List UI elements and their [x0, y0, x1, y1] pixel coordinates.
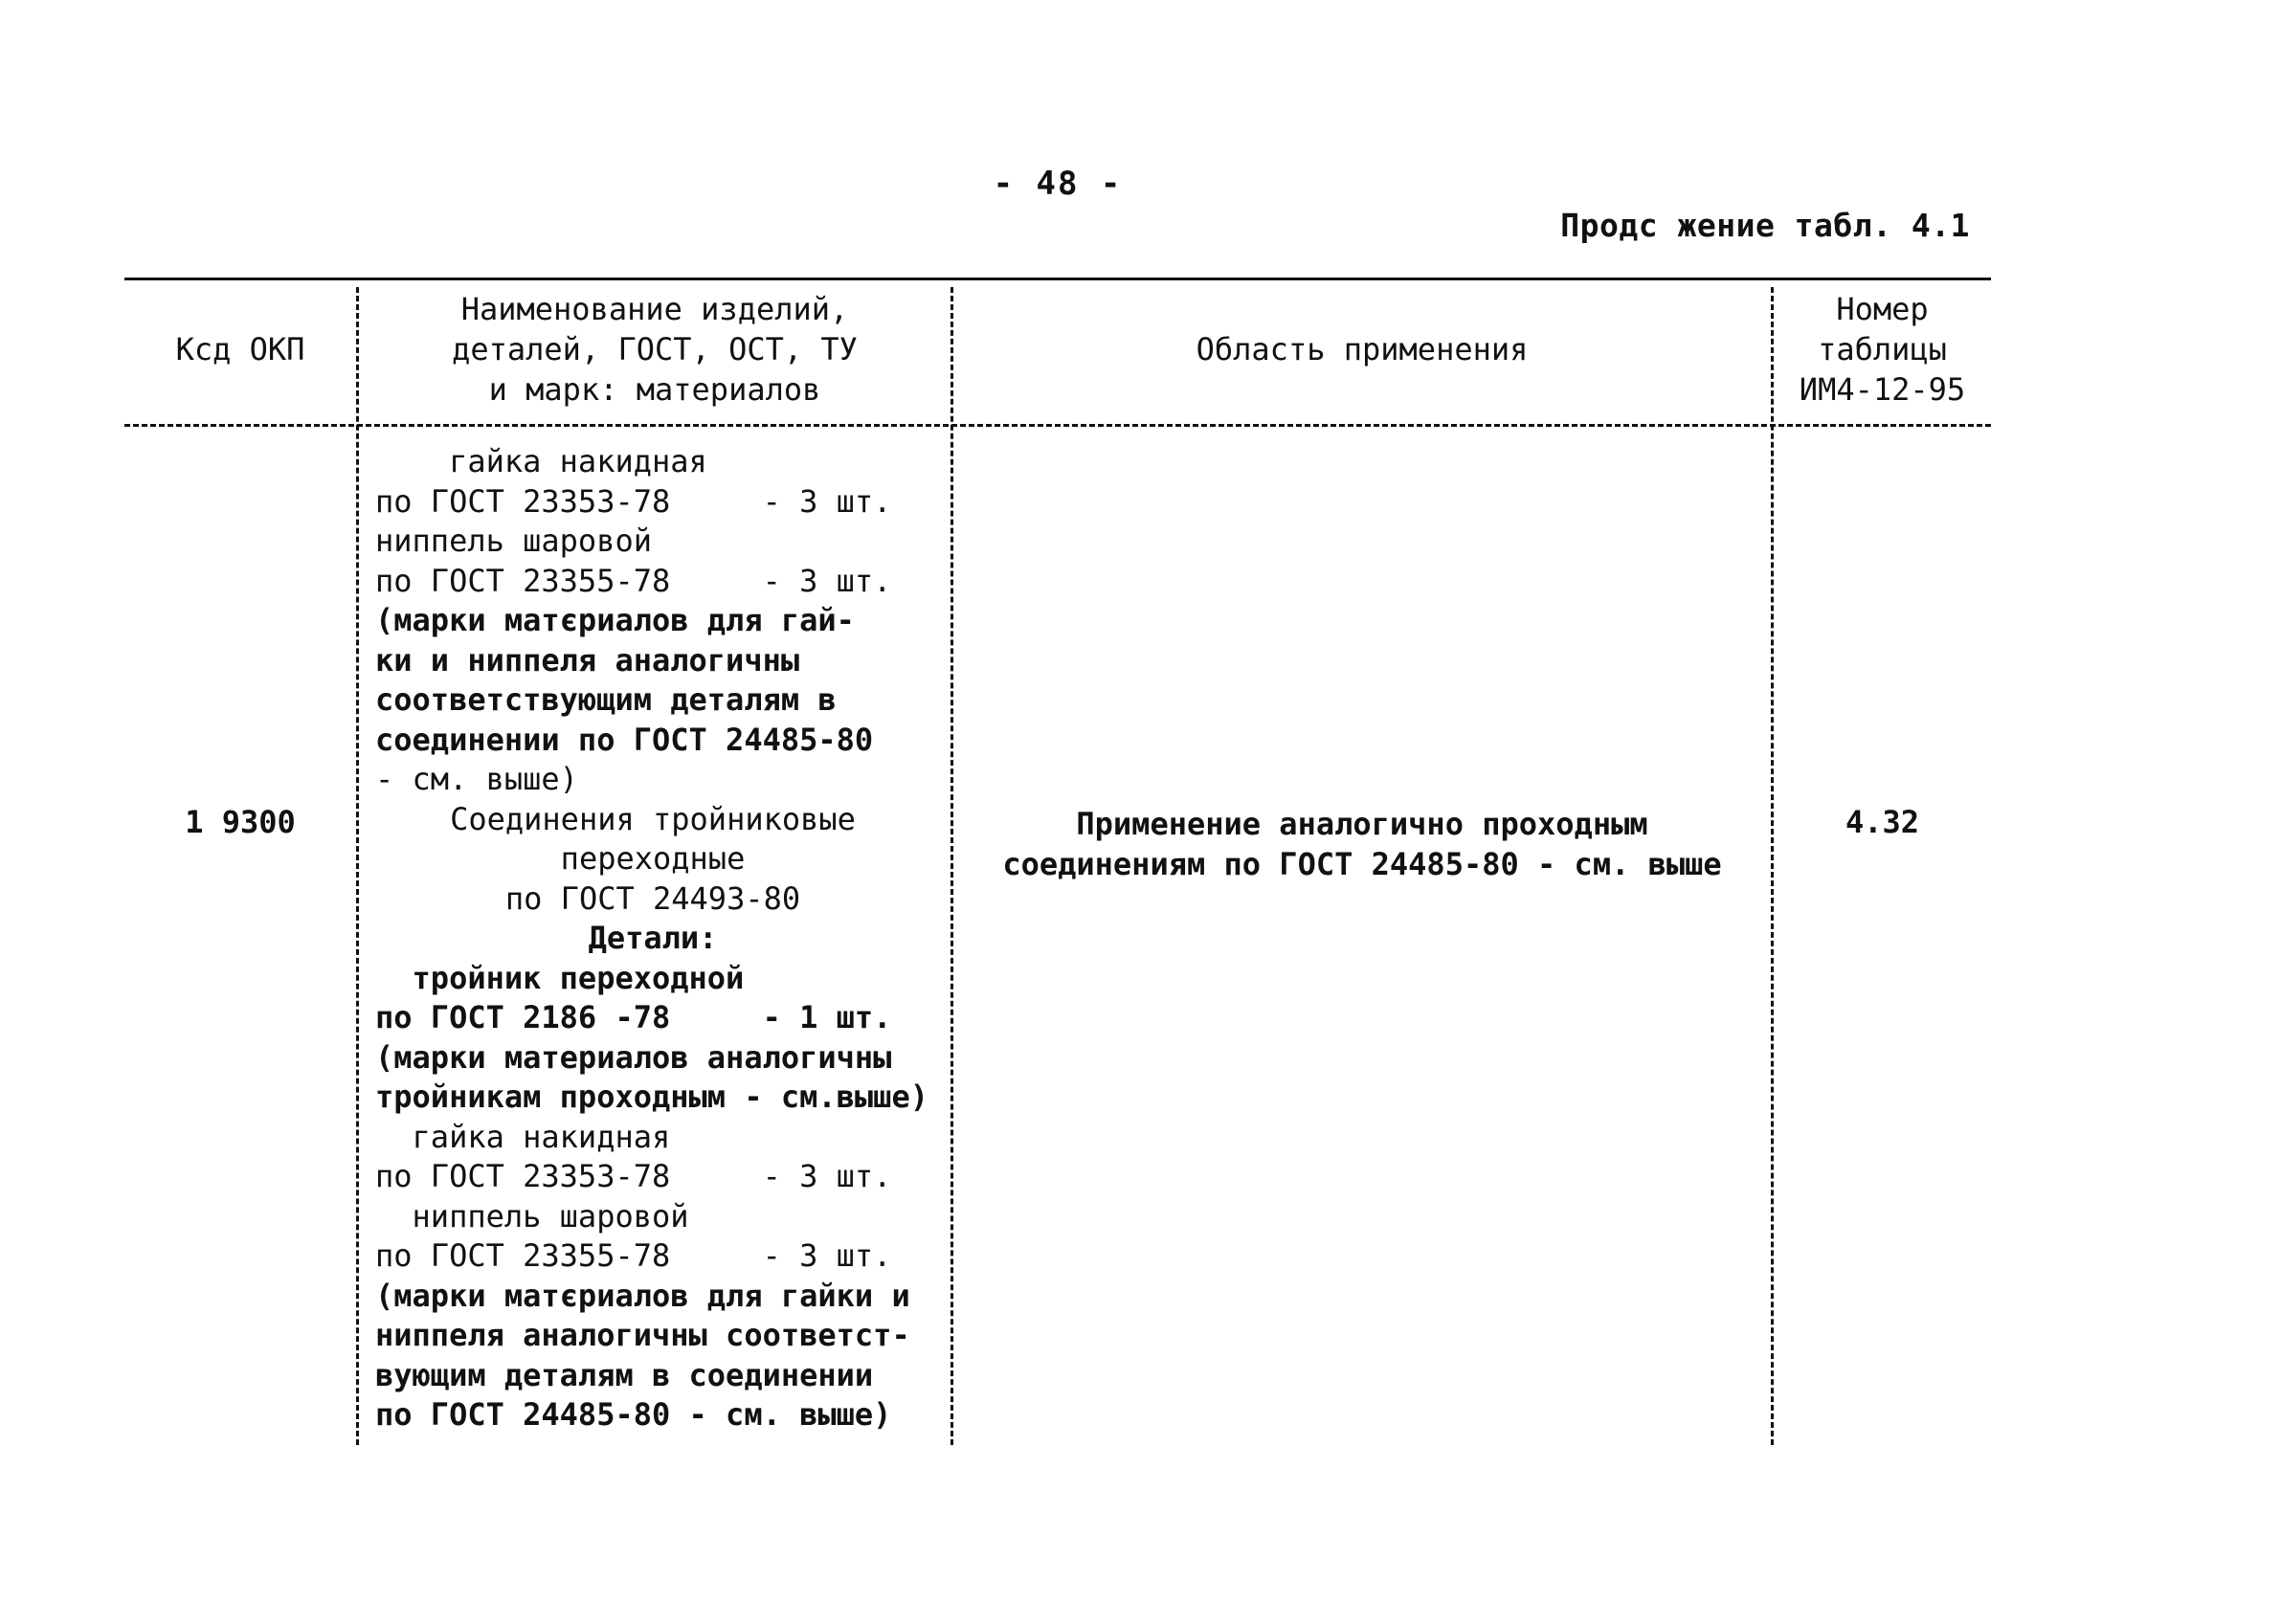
cell-name — [375, 442, 950, 1435]
name-line: (марки матєриалов для гайки и — [375, 1277, 910, 1314]
name-line: тройник переходной — [375, 959, 745, 996]
name-line: по ГОСТ 23353-78 - 3 шт. — [375, 1158, 892, 1194]
name-line: ниппель шаровой — [375, 523, 652, 559]
name-line: вующим деталям в соединении — [375, 1356, 874, 1393]
name-line: гайка накидная — [375, 443, 707, 479]
header-application-area: Область применения — [1196, 331, 1529, 367]
name-line: - см. выше) — [375, 761, 578, 797]
name-line: гайка накидная — [375, 1118, 671, 1155]
cell-code: 1 9300 — [185, 804, 296, 840]
name-line: соединении по ГОСТ 24485-80 — [375, 721, 874, 758]
header-separator — [124, 424, 1991, 427]
column-divider — [356, 287, 359, 1445]
name-line: по ГОСТ 23355-78 - 3 шт. — [375, 562, 892, 599]
name-line: соответствующим деталям в — [375, 681, 837, 718]
header-table-number: Номер таблицы ИМ4-12-95 — [1799, 291, 1966, 408]
cell-table-number: 4.32 — [1845, 804, 1920, 840]
header-name: Наименование изделий, деталей, ГОСТ, ОСТ, ТУ и марк: материалов — [452, 291, 858, 408]
cell-application-area: Применение аналогично проходным соединениям по ГОСТ 24485-80 - см. выше — [1002, 806, 1722, 882]
table-top-rule — [124, 278, 1991, 280]
name-line: Соединения тройниковые — [450, 800, 856, 837]
name-line: по ГОСТ 24485-80 - см. выше) — [375, 1396, 892, 1433]
name-line: ниппель шаровой — [375, 1197, 689, 1235]
name-line: ки и ниппеля аналогичны — [375, 641, 800, 679]
table-continuation-caption: Продс жение табл. 4.1 — [1560, 207, 1970, 244]
column-divider — [1771, 287, 1774, 1445]
name-line: по ГОСТ 23355-78 - 3 шт. — [375, 1237, 892, 1274]
name-line: ниппеля аналогичны соответст- — [375, 1317, 910, 1353]
name-line: Детали: — [588, 920, 718, 956]
name-line: (марки материалов аналогичны — [375, 1038, 892, 1076]
name-line: тройникам проходным - см.выше) — [375, 1079, 928, 1115]
name-line: по ГОСТ 24493-80 — [504, 879, 801, 917]
name-line: (марки матєриалов для гай- — [375, 602, 855, 638]
header-code: Кcд ОКП — [175, 331, 305, 367]
name-line: по ГОСТ 2186 -78 - 1 шт. — [375, 999, 892, 1035]
name-line: по ГОСТ 23353-78 - 3 шт. — [375, 482, 892, 520]
page-number: - 48 - — [993, 165, 1123, 203]
name-line: переходные — [560, 840, 746, 877]
